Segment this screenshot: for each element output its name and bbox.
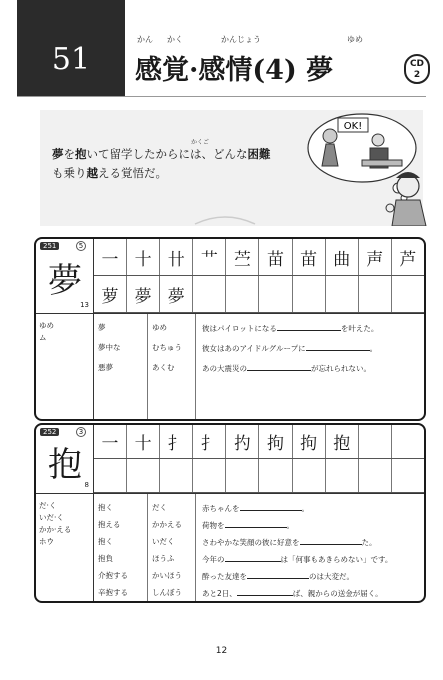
reading-kun: だ·く [39, 501, 57, 510]
reading-kun: かか·える [39, 525, 72, 534]
example-sentence: 彼女はあのアイドルグループに 。 [202, 344, 378, 353]
stroke-cell: 曲 [326, 239, 359, 275]
kanji-character: 夢 [48, 261, 82, 301]
stroke-cell: 声 [359, 239, 392, 275]
kanji-panel-yume [34, 237, 426, 421]
example-sentence: 赤ちゃんを 。 [202, 504, 309, 513]
practice-cell[interactable] [193, 276, 226, 312]
reading-kun: ゆめ [39, 321, 54, 330]
vocab-word: 夢中な [98, 343, 121, 352]
practice-cell[interactable] [226, 276, 259, 312]
kanji-number: 252 [40, 428, 59, 436]
stroke-cell: 扌 [160, 425, 193, 458]
stroke-cell: 一 [94, 239, 127, 275]
answer-blank[interactable] [240, 502, 302, 511]
practice-cell[interactable] [94, 459, 127, 492]
stroke-count: 8 [84, 481, 89, 489]
vocab-reading: かかえる [152, 520, 182, 529]
grade-badge: 3 [76, 427, 86, 437]
readings-column [36, 494, 94, 603]
example-sentence: あと2日、 ば、親からの送金が届く。 [202, 589, 383, 598]
stroke-cell: 扚 [226, 425, 259, 458]
vocab-reading: かいほう [152, 571, 182, 580]
cd-icon[interactable] [404, 54, 430, 84]
stroke-order-grid [94, 239, 424, 313]
intro-sentence: 夢を抱いて留学したからには、どんな困難 も乗り越える覚悟だ。 [52, 147, 271, 180]
stroke-count: 13 [80, 301, 89, 309]
vocab-word: 抱く [98, 537, 113, 546]
example-sentence: 彼はパイロットになる を叶えた。 [202, 324, 379, 333]
word-readings-column [148, 314, 196, 421]
words-column [94, 314, 148, 421]
vocab-reading: だく [152, 503, 167, 512]
words-column [94, 494, 148, 603]
vocab-word: 夢 [98, 323, 106, 332]
furigana-kaku: かく [167, 35, 183, 44]
vocab-word: 介抱する [98, 571, 128, 580]
practice-cell[interactable] [160, 459, 193, 492]
practice-cell[interactable] [193, 459, 226, 492]
practice-cell[interactable] [326, 459, 359, 492]
kanji-header-cell [36, 425, 94, 493]
kanji-character: 抱 [48, 445, 82, 485]
example-sentence: 荷物を 。 [202, 521, 294, 530]
practice-cell[interactable] [226, 459, 259, 492]
answer-blank[interactable] [306, 342, 370, 351]
practice-cell[interactable] [259, 459, 292, 492]
illustration-student-dream [300, 108, 430, 226]
stroke-cell: 扌 [193, 425, 226, 458]
practice-cell[interactable] [392, 459, 424, 492]
stroke-cell: 苗 [259, 239, 292, 275]
stroke-cell: 十 [127, 425, 160, 458]
vocab-word: 悪夢 [98, 363, 113, 372]
readings-column [36, 314, 94, 421]
stroke-cell: 夢 [160, 276, 193, 312]
stroke-cell: 拘 [293, 425, 326, 458]
reading-kun: いだ·く [39, 513, 64, 522]
vocab-reading: ゆめ [152, 323, 167, 332]
practice-cell[interactable] [359, 276, 392, 312]
stroke-cell: 苗 [293, 239, 326, 275]
lesson-number-text: 51 [51, 41, 91, 77]
stroke-cell: 苎 [226, 239, 259, 275]
stroke-cell: 萝 [94, 276, 127, 312]
kanji-header-cell [36, 239, 94, 313]
vocab-word: 抱く [98, 503, 113, 512]
practice-cell[interactable] [392, 276, 424, 312]
cd-label: CD [409, 59, 425, 69]
stroke-cell: 十 [127, 239, 160, 275]
vocab-word: 抱負 [98, 554, 113, 563]
speech-bubble-text: OK! [343, 121, 363, 132]
stroke-cell: 芦 [399, 249, 417, 270]
kanji-number: 251 [40, 242, 59, 250]
grade-badge: 5 [76, 241, 86, 251]
practice-cell[interactable] [359, 459, 392, 492]
practice-cell[interactable] [392, 425, 424, 458]
vocab-reading: あくむ [152, 363, 175, 372]
page-title: 感覚·感情(4) 夢 [135, 55, 334, 86]
vocab-reading: しんぼう [152, 588, 182, 597]
stroke-order-grid [94, 425, 424, 493]
stroke-cell: 抱 [326, 425, 359, 458]
stroke-cell: 一 [94, 425, 127, 458]
example-sentence: 酔った友達を のは大変だ。 [202, 572, 354, 581]
practice-cell[interactable] [259, 276, 292, 312]
answer-blank[interactable] [247, 362, 311, 371]
practice-cell[interactable] [359, 425, 392, 458]
answer-blank[interactable] [247, 570, 309, 579]
practice-cell[interactable] [293, 276, 326, 312]
practice-cell[interactable] [293, 459, 326, 492]
vocab-section [36, 313, 424, 421]
vocab-word: 辛抱する [98, 588, 128, 597]
reading-on: ホウ [39, 537, 54, 546]
answer-blank[interactable] [225, 553, 281, 562]
vocab-reading: むちゅう [152, 343, 182, 352]
decorative-flourish [190, 210, 260, 230]
example-sentence: あの大震災の が忘れられない。 [202, 364, 371, 373]
furigana-kanjou: かんじょう [221, 35, 261, 44]
stroke-cell: 艹 [193, 239, 226, 275]
cd-track: 2 [413, 70, 421, 80]
answer-blank[interactable] [237, 587, 293, 596]
vocab-reading: いだく [152, 537, 175, 546]
answer-blank[interactable] [277, 322, 341, 331]
title-divider [17, 96, 426, 97]
answer-blank[interactable] [300, 536, 362, 545]
kanji-panel-daku [34, 423, 426, 603]
word-readings-column [148, 494, 196, 603]
stroke-cell: 夢 [127, 276, 160, 312]
lesson-number [17, 0, 125, 96]
answer-blank[interactable] [225, 519, 287, 528]
example-sentence: 今年の は「何事もあきらめない」です。 [202, 555, 393, 564]
vocab-word: 抱える [98, 520, 121, 529]
example-sentence: さわやかな笑顔の彼に好意を た。 [202, 538, 377, 547]
practice-cell[interactable] [326, 276, 359, 312]
lesson-title-block [135, 30, 395, 100]
stroke-cell: 卄 [160, 239, 193, 275]
reading-on: ム [39, 333, 47, 342]
stroke-cell: 拘 [259, 425, 292, 458]
practice-cell[interactable] [127, 459, 160, 492]
vocab-reading: ほうふ [152, 554, 175, 563]
furigana-kan: かん [137, 35, 153, 44]
page-number: 12 [215, 646, 228, 656]
sentence-furigana: かくご [191, 139, 210, 146]
furigana-yume: ゆめ [347, 35, 363, 44]
vocab-section [36, 493, 424, 603]
